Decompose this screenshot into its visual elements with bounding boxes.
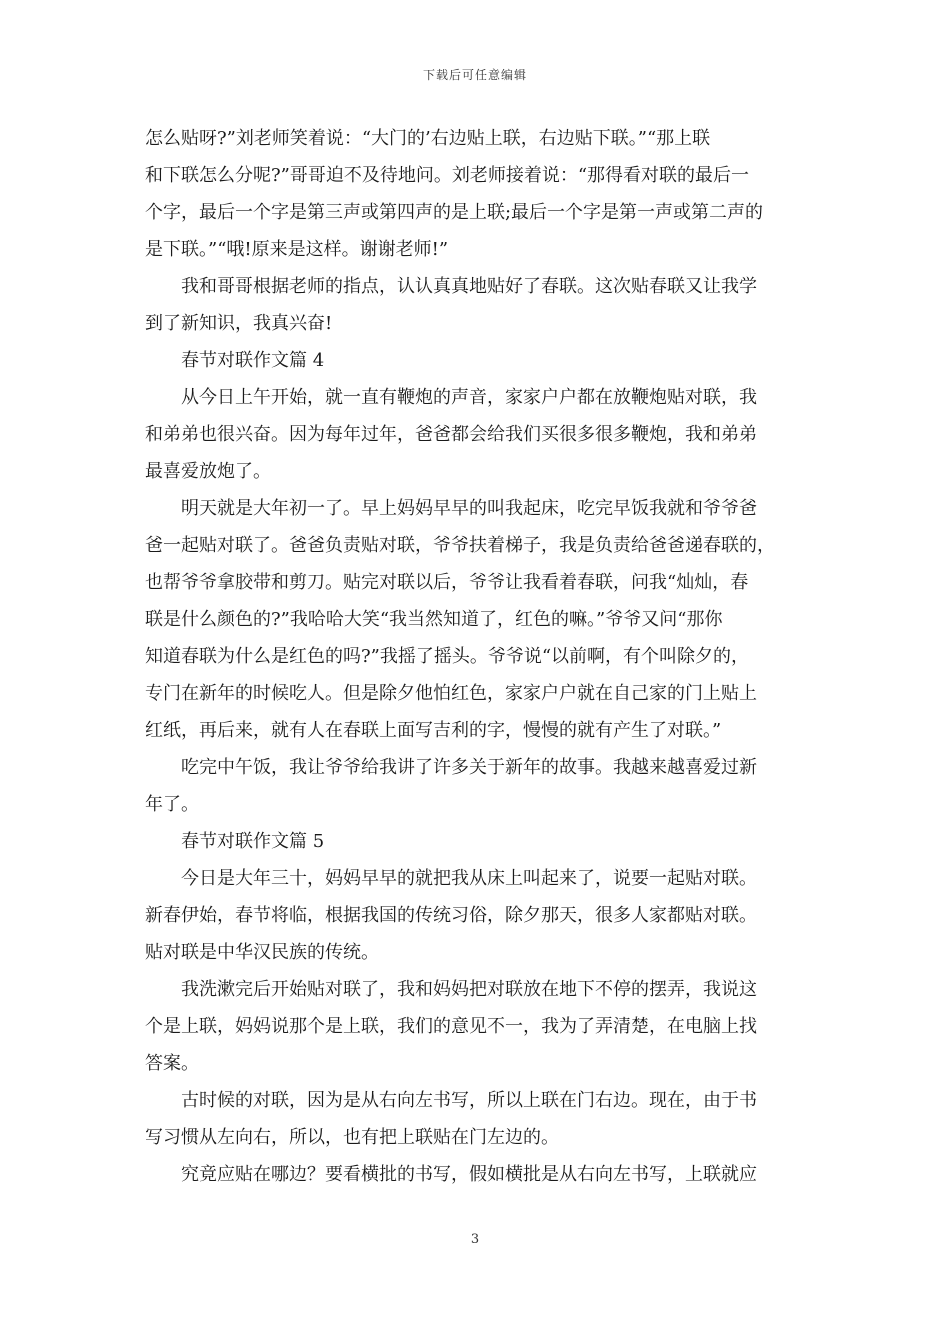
paragraph-start: 吃完中午饭，我让爷爷给我讲了许多关于新年的故事。我越来越喜爱过新 bbox=[181, 757, 757, 778]
text-line: 知道春联为什么是红色的吗?”我摇了摇头。爷爷说“以前啊，有个叫除夕的， bbox=[145, 646, 750, 667]
paragraph-start: 今日是大年三十，妈妈早早的就把我从床上叫起来了，说要一起贴对联。 bbox=[181, 868, 757, 889]
text-line: 专门在新年的时候吃人。但是除夕他怕红色，家家户户就在自己家的门上贴上 bbox=[145, 683, 757, 704]
paragraph-start: 我和哥哥根据老师的指点，认认真真地贴好了春联。这次贴春联又让我学 bbox=[181, 276, 757, 297]
text-line: 写习惯从左向右，所以，也有把上联贴在门左边的。 bbox=[145, 1127, 559, 1148]
text-line: 最喜爱放炮了。 bbox=[145, 461, 271, 482]
text-line: 联是什么颜色的?”我哈哈大笑“我当然知道了，红色的嘛。”爷爷又问“那你 bbox=[145, 609, 723, 630]
page-number: 3 bbox=[470, 1232, 480, 1247]
paragraph-start: 从今日上午开始，就一直有鞭炮的声音，家家户户都在放鞭炮贴对联，我 bbox=[181, 387, 757, 408]
text-line: 个是上联，妈妈说那个是上联，我们的意见不一，我为了弄清楚，在电脑上找 bbox=[145, 1016, 757, 1037]
paragraph-start: 我洗漱完后开始贴对联了，我和妈妈把对联放在地下不停的摆弄，我说这 bbox=[181, 979, 757, 1000]
section-heading: 春节对联作文篇 4 bbox=[181, 350, 325, 371]
text-line: 贴对联是中华汉民族的传统。 bbox=[145, 942, 379, 963]
text-line: 和下联怎么分呢?”哥哥迫不及待地问。刘老师接着说：“那得看对联的最后一 bbox=[145, 165, 750, 186]
text-line: 个字，最后一个字是第三声或第四声的是上联;最后一个字是第一声或第二声的 bbox=[145, 202, 764, 223]
paragraph-start: 明天就是大年初一了。早上妈妈早早的叫我起床，吃完早饭我就和爷爷爸 bbox=[181, 498, 757, 519]
text-line: 和弟弟也很兴奋。因为每年过年，爸爸都会给我们买很多很多鞭炮，我和弟弟 bbox=[145, 424, 757, 445]
paragraph-start: 究竟应贴在哪边？要看横批的书写，假如横批是从右向左书写，上联就应 bbox=[181, 1164, 757, 1185]
text-line: 新春伊始，春节将临，根据我国的传统习俗，除夕那天，很多人家都贴对联。 bbox=[145, 905, 757, 926]
page-header: 下载后可任意编辑 bbox=[422, 68, 527, 82]
document-body bbox=[145, 120, 809, 1193]
text-line: 答案。 bbox=[145, 1053, 199, 1074]
text-line: 是下联。”“哦!原来是这样。谢谢老师!” bbox=[145, 239, 449, 260]
text-line: 也帮爷爷拿胶带和剪刀。贴完对联以后，爷爷让我看着春联，问我“灿灿，春 bbox=[145, 572, 749, 593]
paragraph-start: 古时候的对联，因为是从右向左书写，所以上联在门右边。现在，由于书 bbox=[181, 1090, 757, 1111]
text-line: 怎么贴呀?”刘老师笑着说：“大门的’右边贴上联，右边贴下联。”“那上联 bbox=[145, 128, 711, 149]
section-heading: 春节对联作文篇 5 bbox=[181, 831, 325, 852]
text-line: 红纸，再后来，就有人在春联上面写吉利的字，慢慢的就有产生了对联。” bbox=[145, 720, 722, 741]
text-line: 年了。 bbox=[145, 794, 199, 815]
text-line: 爸一起贴对联了。爸爸负责贴对联，爷爷扶着梯子，我是负责给爸爸递春联的， bbox=[145, 535, 775, 556]
text-line: 到了新知识，我真兴奋! bbox=[145, 313, 333, 334]
